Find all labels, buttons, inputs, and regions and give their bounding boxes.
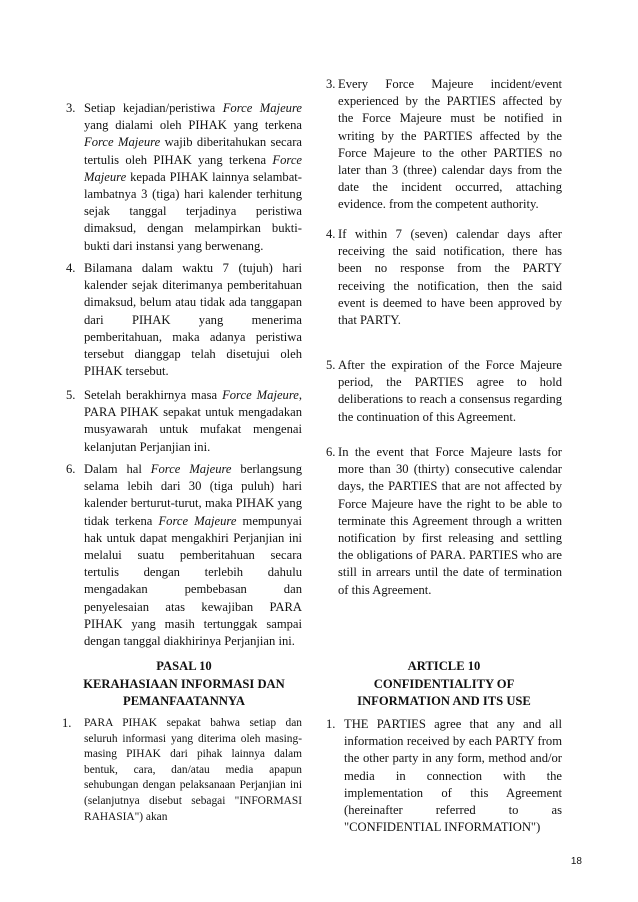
clause-5-id <box>66 387 302 456</box>
clause-text: Bilamana dalam waktu 7 (tujuh) hari kalender sejak diterimanya pemberitahuan dimaksud, belum atau tidak ada tanggapan dari PIHAK yang menerima pemberitahuan, maka adanya peristiwa tersebut dianggap telah disetujui oleh PIHAK tersebut. <box>84 261 302 379</box>
clause-text: PARA PIHAK sepakat bahwa setiap dan seluruh informasi yang diterima oleh masing-masing PIHAK dari pihak lainnya dalam bentuk, cara, dan/atau media apapun sehubungan dengan pelaksanaan Perjanjian ini (selanjutnya disebut sebagai "INFORMASI RAHASIA") akan <box>84 717 302 823</box>
clause-number: 1. <box>326 717 336 731</box>
clause-number: 4. <box>66 261 76 275</box>
heading-line: CONFIDENTIALITY OF <box>373 676 515 691</box>
clause-1-id <box>62 716 302 825</box>
clause-number: 5. <box>326 358 336 372</box>
clause-number: 6. <box>326 445 336 459</box>
clause-text: If within 7 (seven) calendar days after receiving the said notification, there has been no response from the PARTY receiving the notification, then the said event is deemed to have been approved by that PARTY. <box>338 227 562 328</box>
clause-text: Setelah berakhirnya masa Force Majeure, PARA PIHAK sepakat untuk mengadakan musyawarah untuk mufakat mengenai kelanjutan Perjanjian ini. <box>84 388 303 454</box>
heading-line: ARTICLE 10 <box>407 659 481 673</box>
clause-4-id <box>66 260 302 380</box>
pasal-10-heading <box>66 658 302 711</box>
clause-4-en <box>326 226 562 329</box>
heading-line: PASAL 10 <box>156 659 212 673</box>
clause-6-id <box>66 461 302 650</box>
clause-6-en <box>326 444 562 599</box>
clause-3-en <box>326 76 562 214</box>
clause-number: 3. <box>66 101 76 115</box>
clause-3-id <box>66 100 302 255</box>
clause-text: In the event that Force Majeure lasts for more than 30 (thirty) consecutive calendar days, the PARTIES that are not affected by Force Majeure have the right to be able to terminate this Agreement through a written notification by first releasing and settling the obligations of PARA. PARTIES who are still in arrears until the date of termination of this Agreement. <box>338 445 562 597</box>
clause-text: Dalam hal Force Majeure berlangsung selama lebih dari 30 (tiga puluh) hari kalender berturut-turut, maka PIHAK yang tidak terkena Force Majeure mempunyai hak untuk dapat mengakhiri Perjanjian ini melalui suatu pemberitahuan secara tertulis dengan terlebih dahulu mengadakan pembebasan dan penyelesaian atas kewajiban PARA PIHAK yang masih tertunggak sampai dengan tanggal diakhirinya Perjanjian ini. <box>84 462 302 649</box>
clause-number: 4. <box>326 227 336 241</box>
clause-text: After the expiration of the Force Majeure period, the PARTIES agree to hold deliberations to reach a consensus regarding the continuation of this Agreement. <box>338 358 562 424</box>
clause-text: Setiap kejadian/peristiwa Force Majeure yang dialami oleh PIHAK yang terkena Force Majeure wajib diberitahukan secara tertulis oleh PIHAK yang terkena Force Majeure kepada PIHAK lainnya selambat-lambatnya 3 (tiga) hari kalender terhitung sejak tanggal terjadinya peristiwa dimaksud, dengan melampirkan bukti-bukti dari instansi yang berwenang. <box>84 101 302 253</box>
clause-5-en <box>326 357 562 426</box>
clause-number: 3. <box>326 77 336 91</box>
page-number: 18 <box>570 856 582 867</box>
clause-1-en <box>326 716 562 836</box>
clause-text: Every Force Majeure incident/event experienced by the PARTIES affected by the Force Majeure must be notified in writing by the PARTIES affected by the Force Majeure to the other PARTIES no later than 3 (three) calendar days from the date the incident occurred, attaching evidence. from the competent authority. <box>338 77 562 212</box>
clause-text: THE PARTIES agree that any and all information received by each PARTY from the other party in any form, method and/or media in connection with the implementation of this Agreement (hereinafter referred to as "CONFIDENTIAL INFORMATION") <box>344 717 562 835</box>
heading-line: KERAHASIAAN INFORMASI DAN <box>83 676 285 691</box>
clause-number: 1. <box>62 716 72 730</box>
clause-number: 5. <box>66 388 76 402</box>
heading-line: PEMANFAATANNYA <box>123 694 245 708</box>
heading-line: INFORMATION AND ITS USE <box>357 694 531 708</box>
article-10-heading <box>326 658 562 711</box>
clause-number: 6. <box>66 462 76 476</box>
